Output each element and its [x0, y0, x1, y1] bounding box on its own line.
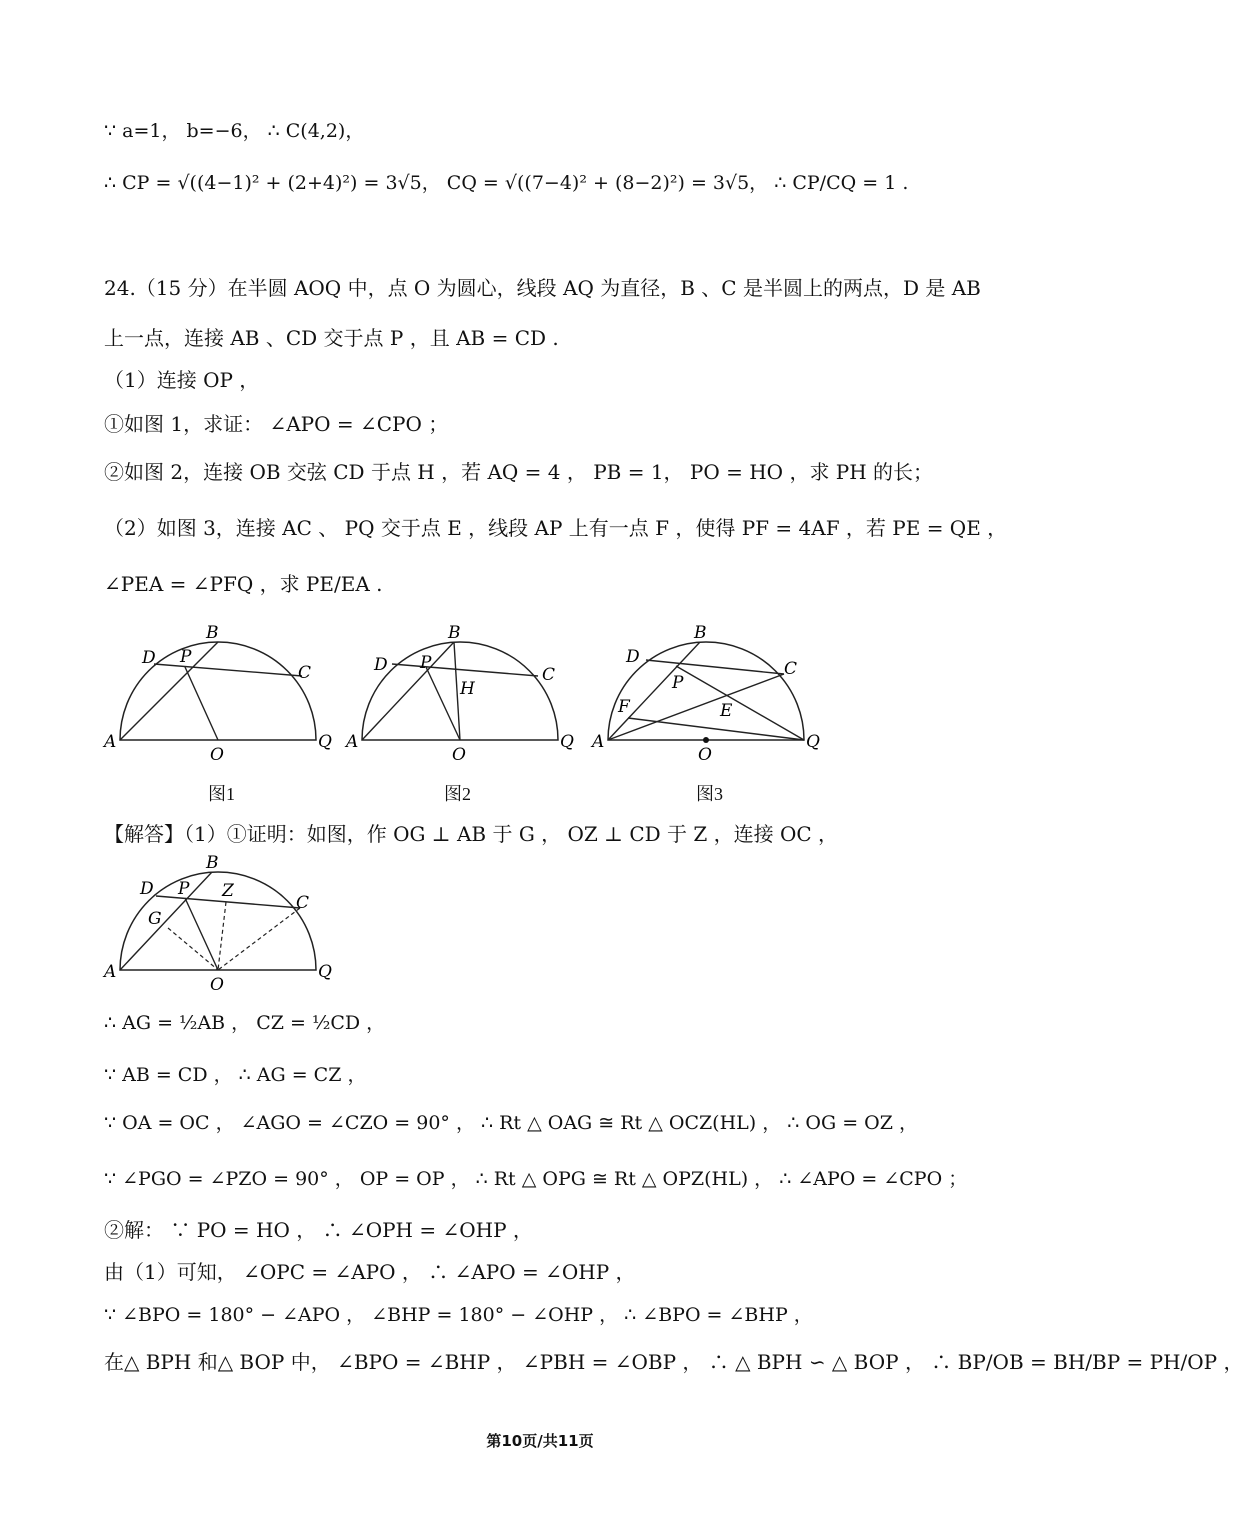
answer-line-2: ∵ AB = CD ， ∴ AG = CZ ， — [104, 1064, 367, 1086]
fig3-caption: 图3 — [696, 784, 723, 804]
figure-solution — [100, 850, 340, 1000]
fig3-label-c: C — [784, 659, 798, 679]
question-part1a: ①如图 1，求证： ∠APO = ∠CPO ； — [104, 412, 449, 436]
fig3-label-e: E — [720, 701, 733, 721]
fig1-label-q: Q — [318, 732, 332, 752]
answer-line-4: ∵ ∠PGO = ∠PZO = 90° ， OP = OP ， ∴ Rt △ OPG ≅ Rt △ OPZ(HL) ， ∴ ∠APO = ∠CPO ； — [104, 1168, 968, 1190]
line-coeffs: ∵ a=1， b=−6， ∴ C(4,2)， — [104, 120, 365, 142]
figure-3 — [588, 620, 828, 770]
fig4-label-a: A — [104, 962, 117, 982]
answer-line-6: 由（1）可知， ∠OPC = ∠APO ， ∴ ∠APO = ∠OHP ， — [104, 1260, 636, 1284]
question-part2: （2）如图 3，连接 AC 、 PQ 交于点 E ，线段 AP 上有一点 F ，使得 PF = 4AF ，若 PE = QE ， — [104, 516, 1008, 540]
figure-1 — [100, 620, 340, 770]
fig2-label-d: D — [374, 655, 388, 675]
answer-line-5: ②解： ∵ PO = HO ， ∴ ∠OPH = ∠OHP ， — [104, 1218, 533, 1242]
fig3-label-a: A — [592, 732, 605, 752]
fig4-label-g: G — [148, 909, 162, 929]
fig4-label-d: D — [140, 879, 154, 899]
fig2-label-p: P — [420, 653, 432, 673]
fig4-label-p: P — [178, 879, 190, 899]
line-distances: ∴ CP = √((4−1)² + (2+4)²) = 3√5， CQ = √((7−4)² + (8−2)²) = 3√5， ∴ CP/CQ = 1 . — [104, 172, 909, 194]
fig2-label-q: Q — [560, 732, 574, 752]
fig2-label-b: B — [448, 623, 461, 643]
answer-line-8: 在△ BPH 和△ BOP 中， ∠BPO = ∠BHP ， ∠PBH = ∠OBP ， ∴ △ BPH ∽ △ BOP ， ∴ BP/OB = BH/BP = PH/OP ， — [104, 1350, 1243, 1374]
fig4-label-o: O — [210, 975, 224, 995]
fig4-label-b: B — [206, 853, 219, 873]
fig1-label-b: B — [206, 623, 219, 643]
page-footer: 第10页/共11页 — [486, 1432, 594, 1450]
fig2-label-o: O — [452, 745, 466, 765]
fig3-label-b: B — [694, 623, 707, 643]
fig2-label-a: A — [346, 732, 359, 752]
question-part1b: ②如图 2，连接 OB 交弦 CD 于点 H ，若 AQ = 4 ， PB = 1， PO = HO ，求 PH 的长； — [104, 460, 934, 484]
fig2-label-c: C — [542, 665, 556, 685]
answer-line-3: ∵ OA = OC ， ∠AGO = ∠CZO = 90° ， ∴ Rt △ OAG ≅ Rt △ OCZ(HL) ， ∴ OG = OZ ， — [104, 1112, 918, 1134]
question-24-line2: 上一点，连接 AB 、CD 交于点 P ，且 AB = CD . — [104, 326, 559, 350]
question-part1: （1）连接 OP ， — [104, 368, 260, 392]
answer-line-7: ∵ ∠BPO = 180° − ∠APO ， ∠BHP = 180° − ∠OHP ， ∴ ∠BPO = ∠BHP ， — [104, 1304, 813, 1326]
question-part2b: ∠PEA = ∠PFQ ，求 PE/EA . — [104, 572, 383, 596]
fig1-label-c: C — [298, 663, 312, 683]
answer-head: 【解答】（1）①证明：如图，作 OG ⊥ AB 于 G ， OZ ⊥ CD 于 Z ，连接 OC ， — [104, 822, 839, 846]
fig3-label-o: O — [698, 745, 712, 765]
question-24-head: 24.（15 分）在半圆 AOQ 中，点 O 为圆心，线段 AQ 为直径，B 、C 是半圆上的两点，D 是 AB — [104, 276, 981, 300]
fig3-label-p: P — [672, 673, 684, 693]
fig1-label-d: D — [142, 648, 156, 668]
fig2-label-h: H — [460, 679, 475, 699]
fig1-label-a: A — [104, 732, 117, 752]
fig1-label-o: O — [210, 745, 224, 765]
fig4-label-c: C — [296, 893, 310, 913]
fig3-label-f: F — [618, 697, 630, 717]
figure-2 — [342, 620, 582, 770]
fig3-label-q: Q — [806, 732, 820, 752]
fig1-caption: 图1 — [208, 784, 235, 804]
fig2-caption: 图2 — [444, 784, 471, 804]
answer-line-1: ∴ AG = ½AB ， CZ = ½CD ， — [104, 1012, 386, 1034]
fig3-label-d: D — [626, 647, 640, 667]
fig1-label-p: P — [180, 647, 192, 667]
fig4-label-z: Z — [222, 881, 234, 901]
fig4-label-q: Q — [318, 962, 332, 982]
